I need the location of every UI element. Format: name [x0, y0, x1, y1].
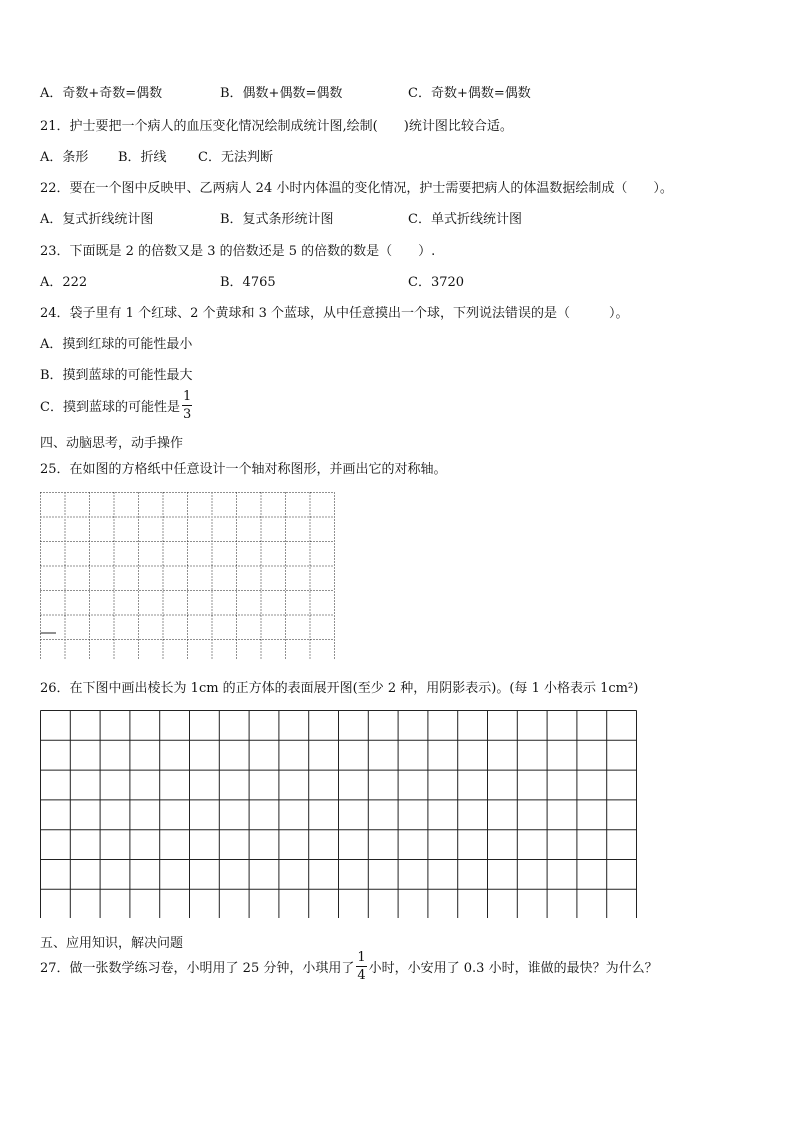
q24-option-a: A．摸到红球的可能性最小: [40, 337, 193, 352]
q27-text-before: 27．做一张数学练习卷，小明用了 25 分钟，小琪用了: [40, 961, 355, 976]
q23-text: 23．下面既是 2 的倍数又是 3 的倍数还是 5 的倍数的数是（ ）.: [40, 244, 436, 259]
fraction-one-quarter: $\frac{1}{4}$: [357, 950, 366, 983]
fraction-one-third: $\frac{1}{3}$: [182, 389, 192, 422]
q27-text: [40, 950, 658, 984]
q23-option-c: C．3720: [408, 275, 465, 290]
q23-option-a: A．222: [40, 275, 88, 290]
q24-option-b: B．摸到蓝球的可能性最大: [40, 368, 193, 383]
q27-text-after: 小时，小安用了 0.3 小时，谁做的最快？为什么？: [368, 961, 658, 976]
q20-option-c: C．奇数+偶数=偶数: [408, 86, 531, 101]
q22-option-b: B．复式条形统计图: [220, 212, 334, 227]
q23-option-b: B．4765: [220, 275, 276, 290]
q25-dotted-grid[interactable]: [40, 492, 340, 660]
q26-square-grid[interactable]: [40, 710, 640, 918]
section5-title: 五、应用知识，解决问题: [40, 936, 184, 951]
q24-text: 24．袋子里有 1 个红球、2 个黄球和 3 个蓝球，从中任意摸出一个球，下列说法错误的是（ ）。: [40, 306, 629, 321]
q22-option-c: C．单式折线统计图: [408, 212, 522, 227]
q21-option-a: A．条形: [40, 150, 89, 165]
q20-option-b: B．偶数+偶数=偶数: [220, 86, 343, 101]
q21-text: 21．护士要把一个病人的血压变化情况绘制成统计图,绘制( )统计图比较合适。: [40, 119, 513, 134]
section4-title: 四、动脑思考，动手操作: [40, 436, 184, 451]
q24-option-c: [40, 389, 194, 423]
q22-text: 22．要在一个图中反映甲、乙两病人 24 小时内体温的变化情况，护士需要把病人的体温数据绘制成（ ）。: [40, 181, 673, 196]
q22-option-a: A．复式折线统计图: [40, 212, 154, 227]
q21-option-c: C．无法判断: [198, 150, 273, 165]
q21-option-b: B．折线: [118, 150, 167, 165]
q20-option-a: A．奇数+奇数=偶数: [40, 86, 163, 101]
q24-option-c-text: C．摸到蓝球的可能性是: [40, 400, 180, 415]
q26-text: 26．在下图中画出棱长为 1cm 的正方体的表面展开图(至少 2 种，用阴影表示)。(每 1 小格表示 1cm²): [40, 681, 639, 696]
q25-text: 25．在如图的方格纸中任意设计一个轴对称图形，并画出它的对称轴。: [40, 462, 447, 477]
